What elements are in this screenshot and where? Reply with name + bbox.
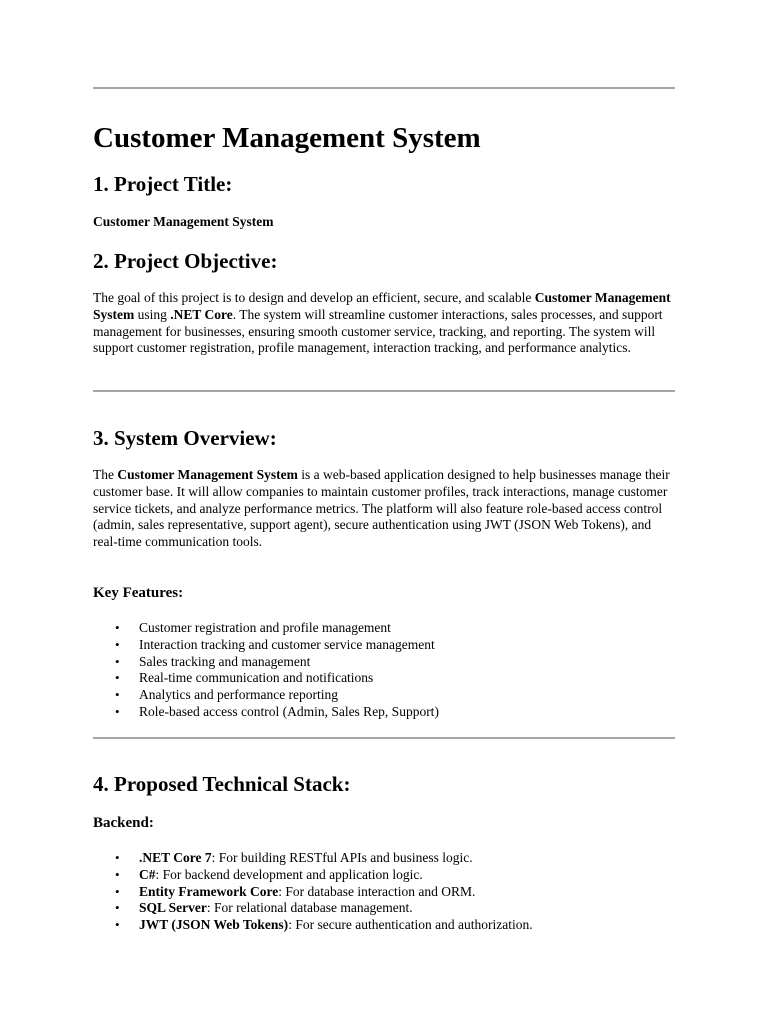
objective-text-3: . The system will streamline customer interactions, sales processes, and support management for businesses, ensuring smooth customer service, tracking, and reporting. The system will support customer registration, profile management, interaction tracking, and performance analytics. [93, 306, 663, 356]
tech-name: C# [139, 866, 156, 882]
list-item [93, 620, 675, 637]
overview-text-1: The [93, 467, 118, 482]
tech-name: Entity Framework Core [139, 883, 279, 899]
tech-desc: : For relational database management. [206, 900, 413, 916]
section-4-heading: 4. Proposed Technical Stack: [93, 772, 351, 796]
list-item [93, 704, 675, 721]
key-features-list [93, 620, 675, 721]
objective-bold-2: .NET Core [170, 306, 233, 322]
divider-3 [93, 737, 675, 739]
objective-text-2: using [134, 306, 171, 322]
bullet-icon: • [115, 687, 120, 703]
backend-heading: Backend: [93, 815, 154, 831]
list-item [93, 850, 675, 867]
bullet-icon: • [115, 670, 120, 686]
list-item [93, 670, 675, 687]
key-features-heading: Key Features: [93, 585, 184, 601]
bullet-icon: • [115, 636, 120, 652]
tech-name: JWT (JSON Web Tokens) [139, 917, 289, 933]
bullet-icon: • [115, 917, 120, 933]
feature-text: Role-based access control (Admin, Sales Rep, Support) [139, 703, 439, 719]
overview-paragraph [93, 467, 675, 551]
bullet-icon: • [115, 620, 120, 635]
tech-desc: : For building RESTful APIs and business logic. [211, 850, 473, 865]
list-item [93, 637, 675, 654]
bullet-icon: • [115, 900, 120, 916]
bullet-icon: • [115, 866, 120, 882]
objective-paragraph [93, 290, 675, 357]
feature-text: Sales tracking and management [139, 653, 311, 669]
divider-2 [93, 390, 675, 392]
section-3-heading: 3. System Overview: [93, 426, 277, 450]
list-item [93, 917, 675, 934]
feature-text: Analytics and performance reporting [139, 687, 339, 703]
tech-desc: : For database interaction and ORM. [278, 883, 476, 899]
objective-text-1: The goal of this project is to design and develop an efficient, secure, and scalable [93, 290, 535, 305]
list-item [93, 654, 675, 671]
backend-list [93, 850, 675, 934]
bullet-icon: • [115, 883, 120, 899]
bullet-icon: • [115, 653, 120, 669]
section-2-heading: 2. Project Objective: [93, 249, 278, 273]
tech-name: .NET Core 7 [139, 850, 212, 865]
tech-desc: : For backend development and application logic. [155, 866, 423, 882]
list-item [93, 884, 675, 901]
feature-text: Interaction tracking and customer service management [139, 636, 435, 652]
list-item [93, 900, 675, 917]
list-item [93, 687, 675, 704]
bullet-icon: • [115, 850, 120, 865]
section-1-heading: 1. Project Title: [93, 172, 233, 196]
bullet-icon: • [115, 703, 120, 719]
project-title-value: Customer Management System [93, 214, 274, 229]
list-item [93, 867, 675, 884]
document-title: Customer Management System [93, 122, 481, 154]
tech-desc: : For secure authentication and authorization. [288, 917, 533, 933]
overview-text-2: is a web-based application designed to help businesses manage their customer base. It will allow companies to maintain customer profiles, track interactions, manage customer service tickets, and analyze performance metrics. The platform will also feature role-based access control (admin, sales representative, support agent), secure authentication using JWT (JSON Web Tokens), and real-time communication tools. [93, 467, 670, 550]
tech-name: SQL Server [139, 900, 207, 916]
objective-bold-1: Customer Management System [93, 290, 671, 322]
overview-bold: Customer Management System [117, 467, 298, 482]
top-divider [93, 87, 675, 89]
feature-text: Real-time communication and notifications [139, 670, 374, 686]
feature-text: Customer registration and profile management [139, 620, 391, 635]
